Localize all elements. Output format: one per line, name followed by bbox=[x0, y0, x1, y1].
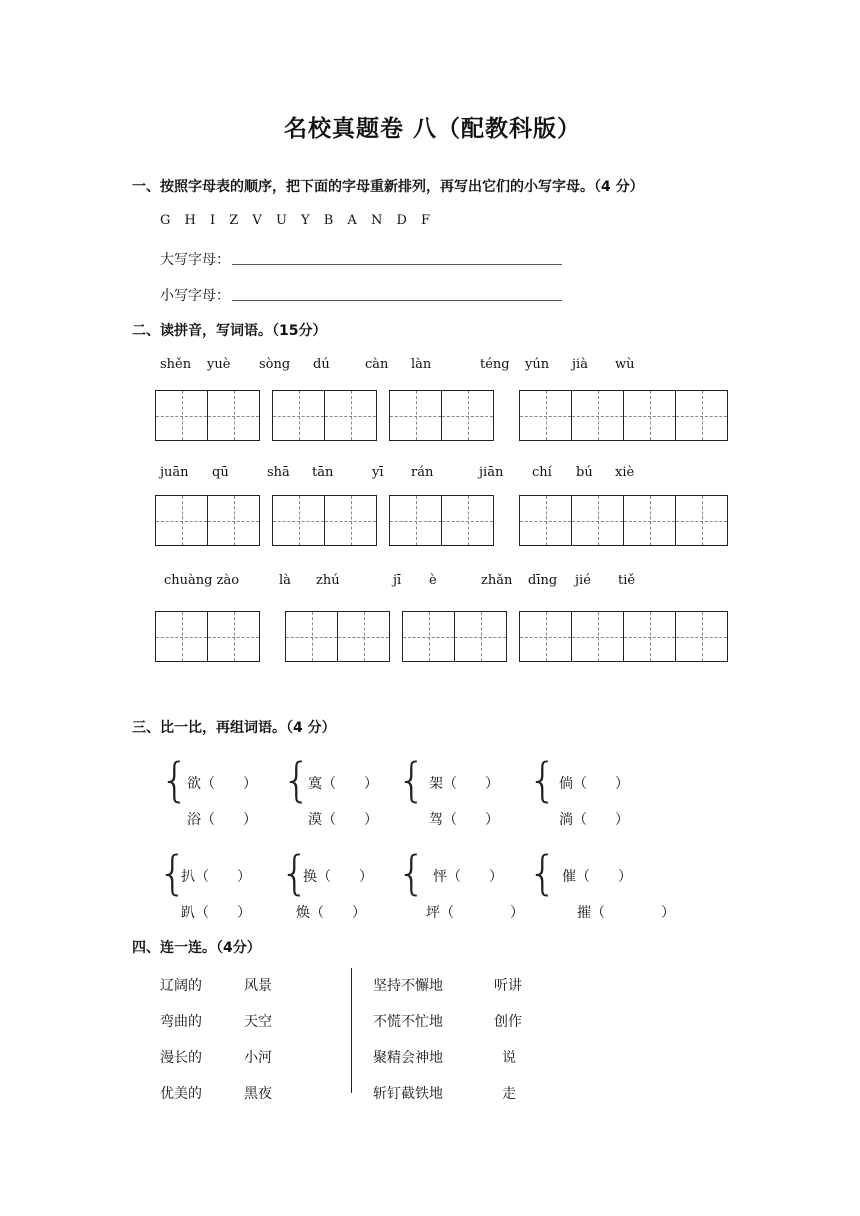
match-left-adjective[interactable]: 弯曲的 bbox=[160, 1014, 202, 1030]
brace-icon: { bbox=[528, 846, 558, 900]
match-right-adverb[interactable]: 坚持不懈地 bbox=[373, 978, 443, 994]
match-right-verb[interactable]: 走 bbox=[502, 1086, 516, 1102]
pinyin: yún bbox=[525, 357, 550, 372]
pinyin: wù bbox=[615, 357, 635, 372]
pinyin: xiè bbox=[615, 465, 635, 480]
uppercase-label: 大写字母： bbox=[160, 252, 230, 268]
compare-char: 怦（ ） bbox=[433, 869, 503, 885]
letter-sequence: G H I Z V U Y B A N D F bbox=[160, 213, 431, 228]
pinyin: zhǎn bbox=[481, 573, 513, 588]
writing-grid[interactable] bbox=[155, 390, 260, 441]
writing-grid[interactable] bbox=[389, 390, 494, 441]
compare-char: 换（ ） bbox=[303, 869, 373, 885]
pinyin: è bbox=[429, 573, 437, 588]
brace-icon: { bbox=[397, 846, 427, 900]
lowercase-label: 小写字母： bbox=[160, 288, 230, 304]
writing-grid[interactable] bbox=[389, 495, 494, 546]
compare-char: 趴（ ） bbox=[181, 905, 251, 921]
match-left-noun[interactable]: 天空 bbox=[244, 1014, 272, 1030]
match-right-verb[interactable]: 说 bbox=[502, 1050, 516, 1066]
section-4-heading: 四、连一连。（4分） bbox=[132, 940, 261, 956]
compare-char: 漠（ ） bbox=[308, 812, 378, 828]
pinyin: tiě bbox=[618, 573, 636, 588]
compare-char: 浴（ ） bbox=[187, 812, 257, 828]
pinyin: dīng bbox=[528, 573, 558, 588]
writing-grid[interactable] bbox=[272, 390, 377, 441]
writing-grid[interactable] bbox=[155, 495, 260, 546]
writing-grid[interactable] bbox=[519, 495, 728, 546]
brace-icon: { bbox=[280, 846, 310, 900]
page-title: 名校真题卷 八（配教科版） bbox=[284, 115, 582, 142]
compare-char: 欲（ ） bbox=[187, 776, 257, 792]
compare-char: 扒（ ） bbox=[181, 869, 251, 885]
pinyin: yuè bbox=[207, 357, 231, 372]
pinyin: càn bbox=[365, 357, 389, 372]
section-2-heading: 二、读拼音，写词语。（15分） bbox=[132, 323, 327, 339]
pinyin: jià bbox=[572, 357, 588, 372]
pinyin: jiān bbox=[479, 465, 504, 480]
match-right-verb[interactable]: 创作 bbox=[494, 1014, 522, 1030]
match-left-noun[interactable]: 小河 bbox=[244, 1050, 272, 1066]
brace-icon: { bbox=[282, 753, 312, 807]
brace-icon: { bbox=[158, 846, 188, 900]
writing-grid[interactable] bbox=[285, 611, 390, 662]
pinyin: dú bbox=[313, 357, 330, 372]
pinyin: yī bbox=[372, 465, 384, 480]
pinyin: rán bbox=[411, 465, 434, 480]
match-left-adjective[interactable]: 漫长的 bbox=[160, 1050, 202, 1066]
compare-char: 淌（ ） bbox=[559, 812, 629, 828]
brace-icon: { bbox=[528, 753, 558, 807]
pinyin: shěn bbox=[160, 357, 192, 372]
pinyin: tān bbox=[312, 465, 334, 480]
compare-char: 架（ ） bbox=[429, 776, 499, 792]
pinyin: sòng bbox=[259, 357, 291, 372]
brace-icon: { bbox=[160, 753, 190, 807]
writing-grid[interactable] bbox=[402, 611, 507, 662]
match-left-adjective[interactable]: 优美的 bbox=[160, 1086, 202, 1102]
match-right-adverb[interactable]: 不慌不忙地 bbox=[373, 1014, 443, 1030]
compare-char: 摧（ ） bbox=[577, 905, 675, 921]
compare-char: 倘（ ） bbox=[559, 776, 629, 792]
match-right-adverb[interactable]: 斩钉截铁地 bbox=[373, 1086, 443, 1102]
compare-char: 寞（ ） bbox=[308, 776, 378, 792]
brace-icon: { bbox=[397, 753, 427, 807]
match-left-noun[interactable]: 风景 bbox=[244, 978, 272, 994]
writing-grid[interactable] bbox=[155, 611, 260, 662]
match-left-adjective[interactable]: 辽阔的 bbox=[160, 978, 202, 994]
compare-char: 坪（ ） bbox=[426, 905, 524, 921]
writing-grid[interactable] bbox=[519, 390, 728, 441]
pinyin: juān bbox=[160, 465, 189, 480]
section-3-heading: 三、比一比，再组词语。（4 分） bbox=[132, 720, 336, 736]
pinyin: qū bbox=[212, 465, 229, 480]
match-right-verb[interactable]: 听讲 bbox=[494, 978, 522, 994]
pinyin: bú bbox=[576, 465, 593, 480]
compare-char: 驾（ ） bbox=[429, 812, 499, 828]
match-right-adverb[interactable]: 聚精会神地 bbox=[373, 1050, 443, 1066]
compare-char: 焕（ ） bbox=[296, 905, 366, 921]
pinyin: jié bbox=[575, 573, 591, 588]
uppercase-answer-line[interactable] bbox=[232, 264, 562, 265]
lowercase-answer-line[interactable] bbox=[232, 300, 562, 301]
writing-grid[interactable] bbox=[519, 611, 728, 662]
match-left-noun[interactable]: 黑夜 bbox=[244, 1086, 272, 1102]
compare-char: 催（ ） bbox=[562, 869, 632, 885]
pinyin: shā bbox=[267, 465, 290, 480]
pinyin: là bbox=[279, 573, 291, 588]
writing-grid[interactable] bbox=[272, 495, 377, 546]
pinyin: téng bbox=[480, 357, 510, 372]
pinyin: jī bbox=[393, 573, 402, 588]
section-1-heading: 一、按照字母表的顺序，把下面的字母重新排列，再写出它们的小写字母。（4 分） bbox=[132, 179, 644, 195]
pinyin: chí bbox=[532, 465, 552, 480]
column-divider bbox=[351, 968, 352, 1093]
pinyin: làn bbox=[411, 357, 432, 372]
pinyin: zhú bbox=[316, 573, 340, 588]
pinyin: chuàng zào bbox=[164, 573, 240, 588]
